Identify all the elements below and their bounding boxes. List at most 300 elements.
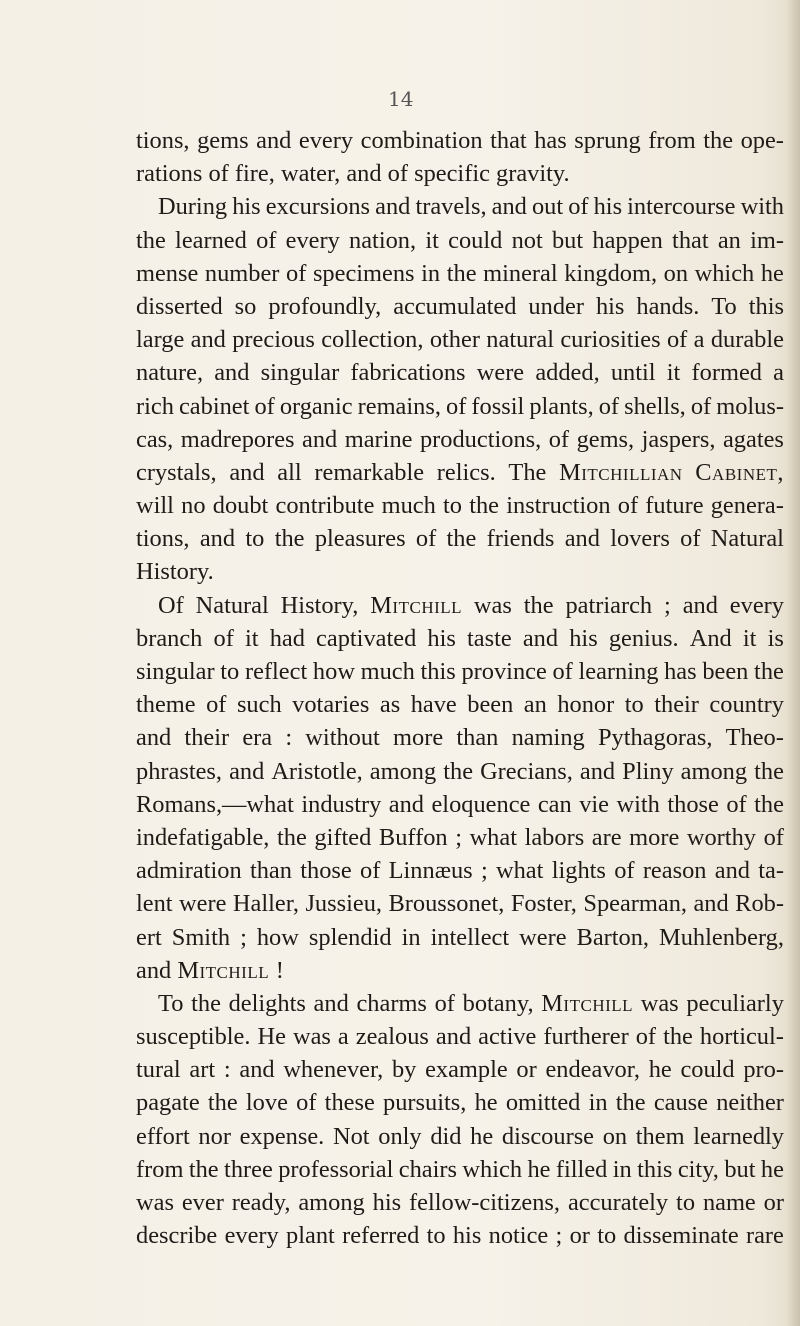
page-edge-shadow [786,0,800,1326]
word: out [531,193,564,221]
text-line [136,157,784,190]
word: of [286,259,307,287]
word: of [690,392,712,420]
word: of [254,392,275,420]
word: it [244,624,259,652]
text-line [136,655,784,688]
text-line [136,854,784,887]
word: every [298,127,354,154]
word: discourse [501,1122,595,1150]
word: in [612,1155,632,1183]
word: large [136,326,185,354]
word: friends [486,525,555,553]
word: among [298,1189,365,1216]
word: his [593,193,623,221]
text-line [136,954,784,987]
word: of [296,1089,317,1117]
word: that [490,127,527,154]
word: filled [555,1155,608,1183]
word: accumulated [393,292,517,320]
word: was [136,1189,174,1216]
word: industry [301,790,382,818]
word: specific [414,160,497,188]
word: it [425,226,439,254]
word: vie [579,790,609,818]
word: intercourse [627,193,736,221]
word: and [229,757,265,785]
word: on [663,259,689,287]
text-line [136,755,784,788]
word: mense [136,259,199,287]
word: the [754,757,784,785]
word: learnedly [693,1122,784,1150]
word: are [591,823,622,851]
word: ! [275,956,284,984]
word: remains, [357,392,441,420]
word: plant [286,1222,335,1250]
text-line [136,124,784,157]
text-line [136,589,784,622]
word: those [667,790,719,818]
word: genera- [710,492,784,520]
word: the [703,127,734,154]
word: and [491,193,527,221]
word: his [427,624,456,652]
word: water, [280,160,347,188]
word: tions, [136,525,190,553]
word: expense. [239,1122,325,1150]
word: hands. [636,292,700,320]
word: natural [486,326,555,354]
word: is [767,624,784,652]
word: has [664,658,697,685]
word: reflect [244,658,308,685]
word: He [257,1023,286,1051]
word: of [552,658,573,685]
word: furtherer [543,1023,629,1051]
word: gems, [576,425,635,453]
word: their [184,724,230,752]
word: disserted [136,292,223,320]
word: can [537,790,572,818]
word: pleasures [314,525,406,553]
word: much [360,658,415,685]
word: without [305,724,380,752]
text-line [136,1120,784,1153]
word: more [393,724,444,752]
text-line [136,1186,784,1219]
word: im- [750,226,784,254]
word: but [551,226,584,254]
word: and [682,591,718,619]
word: gifted [314,823,372,851]
word: of [614,857,635,885]
word: of [387,160,415,188]
word: horticul- [699,1023,784,1051]
word: gems [197,127,249,154]
word: could [448,226,503,254]
word: remarkable [314,458,425,486]
word: contribute [275,492,375,520]
word: he [648,1056,672,1084]
word: an [523,691,547,719]
word: until [610,359,656,387]
word: curiosities [560,326,661,354]
word: Pliny [622,757,674,785]
word: from [648,127,696,154]
word: and [302,425,338,453]
word: were [179,890,227,918]
word: and [714,857,750,885]
word: of [726,790,747,818]
word: zealous [355,1023,429,1051]
word: and [346,160,388,188]
word: were [519,923,567,951]
word: whenever, [283,1056,384,1084]
word: peculiarly [686,989,784,1017]
word: votaries [292,691,370,719]
word: and [136,724,172,752]
word: of [763,823,784,851]
word: their [654,691,699,719]
text-line [136,987,784,1020]
word: susceptible. [136,1023,251,1051]
word: Mitchill [370,591,463,619]
word: Mitchill [177,956,276,984]
word: of [415,525,437,553]
word: captivated [316,624,417,652]
word: had [269,624,305,652]
word: ert [136,923,162,951]
word: the [469,492,500,520]
word: Linnæus [388,857,473,885]
word: the [663,1023,693,1051]
word: every [285,226,340,254]
word: pursuits, [383,1089,467,1117]
text-line [136,622,784,655]
word: future [645,492,704,520]
word: or [516,1056,537,1084]
text-line [136,1086,784,1119]
word: tions, [136,127,190,154]
text-line [136,224,784,257]
word: among [369,757,437,785]
word: ; [455,823,462,851]
word: reason [642,857,707,885]
word: rare [745,1222,784,1250]
word: did [430,1122,462,1150]
word: eloquence [431,790,531,818]
word: History. [136,558,214,586]
word: of [434,989,455,1017]
word: those [300,857,352,885]
word: Foster, [510,890,577,918]
word: was [292,1023,331,1051]
word: to [624,691,644,719]
word: jaspers, [641,425,716,453]
text-line [136,1219,784,1252]
text-line [136,522,784,555]
word: under [528,292,584,320]
word: plants, [529,392,594,420]
word: was [640,989,679,1017]
word: era [242,724,273,752]
word: every [224,1222,279,1250]
word: and [239,1056,275,1084]
word: professorial [278,1155,394,1183]
word: describe [136,1222,218,1250]
word: will [136,492,174,520]
word: combination [360,127,483,154]
word: his [232,193,261,221]
word: ope- [740,127,784,154]
text-line [136,456,784,489]
word: number [204,259,280,287]
word: delights [228,989,306,1017]
word: Muhlenberg, [659,923,784,951]
word: and [190,326,226,354]
word: Barton, [576,923,650,951]
word: cas, [136,425,174,453]
word: and [313,989,349,1017]
word: nation, [349,226,417,254]
text-line [136,821,784,854]
word: fire, [234,160,281,188]
word: such [236,691,282,719]
text-line [136,290,784,323]
word: Jussieu, [305,890,383,918]
word: Not [332,1122,370,1150]
word: the [754,790,784,818]
word: province [461,658,547,685]
word: : [223,1056,231,1084]
word: madrepores [180,425,295,453]
word: than [456,724,499,752]
word: Grecians, [480,757,573,785]
word: of [680,525,701,553]
word: in [588,1089,608,1117]
word: honor [557,691,615,719]
word: molus- [716,392,784,420]
word: genius. [608,624,679,652]
word: the [136,226,166,254]
page-number: 14 [388,87,414,111]
text-line [136,555,784,588]
word: disseminate [623,1222,739,1250]
word: lights [551,857,606,885]
word: effort [136,1122,190,1150]
word: Broussonet, [388,890,505,918]
word: neither [716,1089,784,1117]
word: splendid [308,923,392,951]
word: of [256,226,277,254]
word: name [702,1189,756,1216]
word: To [711,292,737,320]
word: ; [555,1222,563,1250]
word: ; [480,857,488,885]
word: added, [535,359,600,387]
word: and [693,890,729,918]
word: worthy [686,823,756,851]
word: the [523,591,554,619]
word: singular [136,658,215,685]
word: To [158,989,184,1017]
word: productions, [419,425,542,453]
word: of [208,160,235,188]
word: and [214,359,250,387]
word: botany, [462,989,534,1017]
word: been [702,658,749,685]
word: and [388,790,424,818]
word: durable [710,326,784,354]
word: but [724,1155,756,1183]
word: could [680,1056,735,1084]
word: this [420,658,456,685]
word: his [569,624,598,652]
word: city, [677,1155,719,1183]
word: History, [280,591,359,619]
word: and [579,757,616,785]
word: fellow-citizens, [409,1189,561,1216]
word: Romans,—what [136,790,294,818]
word: travels, [415,193,487,221]
text-line [136,1053,784,1086]
word: with [616,790,660,818]
word: with [740,193,784,221]
word: of [568,193,589,221]
word: been [467,691,514,719]
word: what [496,857,544,885]
word: of [666,326,688,354]
word: kingdom, [564,259,658,287]
word: marine [344,425,413,453]
word: the [446,525,477,553]
word: Theo- [725,724,784,752]
word: excursions [265,193,371,221]
word: chairs [398,1155,458,1183]
word: learning [578,658,659,685]
text-line [136,1153,784,1186]
text-line [136,257,784,290]
word: country [709,691,784,719]
word: Natural [710,525,784,553]
text-line [136,423,784,456]
word: was [473,591,512,619]
word: branch [136,624,203,652]
word: of [548,425,570,453]
word: admiration [136,857,242,885]
word: naming [511,724,585,752]
word: the [188,1155,219,1183]
word: in [421,259,441,287]
word: the [191,989,221,1017]
word: of [617,492,639,520]
word: it [666,359,681,387]
word: ready, [231,1189,291,1216]
text-line [136,887,784,920]
word: and [199,525,236,553]
word: fossil [471,392,525,420]
text-line [136,356,784,389]
word: the [277,823,307,851]
word: love [245,1089,288,1117]
word: every [729,591,784,619]
text-line [136,323,784,356]
word: them [635,1122,685,1150]
word: rich [136,392,174,420]
word: or [569,1222,590,1250]
word: ; [664,591,671,619]
word: collection, [321,326,424,354]
text-line [136,721,784,754]
word: to [443,492,462,520]
word: rations [136,160,209,188]
word: to [220,658,240,685]
word: endeavor, [545,1056,640,1084]
word: Natural [195,591,269,619]
word: were [476,359,525,387]
text-line [136,688,784,721]
text-line [136,489,784,522]
word: accurately [567,1189,669,1216]
word: precious [232,326,315,354]
word: sprung [574,127,641,154]
word: and [229,458,265,486]
word: ; [240,923,247,951]
word: or [763,1189,784,1216]
word: of [598,392,620,420]
word: the [754,658,784,685]
word: lent [136,890,173,918]
word: his [452,1222,482,1250]
word: and [375,193,411,221]
word: organic [279,392,353,420]
word: of [206,691,227,719]
word: ever [181,1189,224,1216]
word: referred [342,1222,420,1250]
word: much [381,492,436,520]
word: cause [653,1089,708,1117]
word: he [760,259,784,287]
word: mineral [483,259,558,287]
word: doubt [212,492,269,520]
word: Mitchillian [559,458,683,486]
word: crystals, [136,458,217,486]
word: it [742,624,757,652]
word: The [508,458,547,486]
word: nature, [136,359,204,387]
word: Of [158,591,184,619]
word: to [597,1222,617,1250]
word: a [337,1023,349,1051]
word: shells, [624,392,686,420]
word: a [773,359,784,387]
word: which [694,259,755,287]
word: profoundly, [268,292,382,320]
word: of [635,1023,657,1051]
word: singular [260,359,340,387]
word: cabinet [178,392,250,420]
word: Haller, [232,890,299,918]
word: taste [467,624,512,652]
word: his [595,292,625,320]
word: the [207,1089,238,1117]
word: and [136,956,178,984]
word: as [379,691,401,719]
word: fabrications [350,359,466,387]
word: the [615,1089,646,1117]
word: has [534,127,567,154]
